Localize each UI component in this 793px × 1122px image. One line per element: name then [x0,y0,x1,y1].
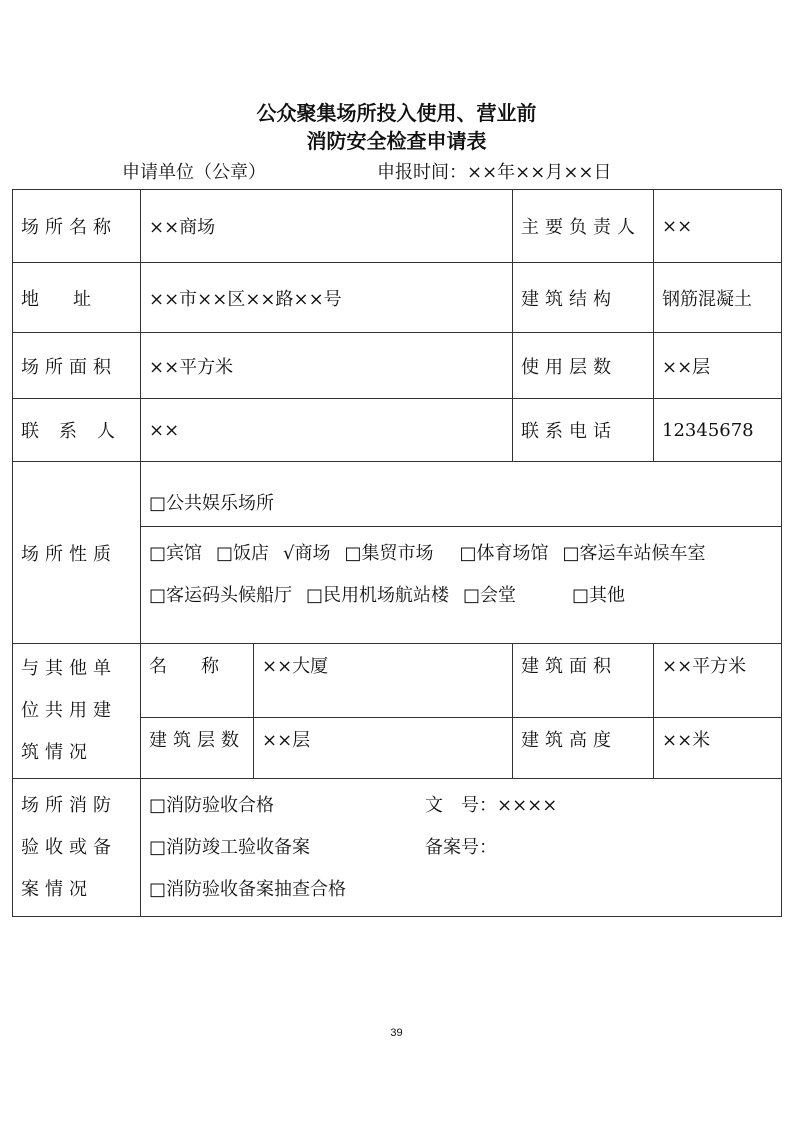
structure-value: 钢筋混凝土 [654,263,782,333]
option-other: □其他 [572,585,626,606]
shared-building-row1 [13,644,782,718]
filing-number: 备案号： [425,836,497,858]
option-airport-terminal: □民用机场航站楼 [306,585,450,606]
venue-name-label: 场所名称 [13,190,141,263]
floors-label: 使用层数 [513,333,654,399]
shared-height-value: ××米 [654,717,782,778]
shared-height-label: 建筑高度 [513,717,654,778]
nature-option-line2 [149,533,773,575]
option-spot-check-passed: □消防验收备案抽查合格 [149,878,347,900]
option-restaurant: □饭店 [216,543,270,564]
venue-nature-options [141,462,782,644]
option-mall-checked: √商场 [283,543,331,564]
shared-name-label: 名称 [141,644,254,718]
venue-name-row [13,190,782,263]
venue-nature-row [13,462,782,644]
acceptance-options [141,779,782,917]
area-value: ××平方米 [141,333,513,399]
nature-option-line3 [149,575,773,617]
option-hall: □会堂 [463,585,517,606]
option-bus-station: □客运车站候车室 [562,543,706,564]
acceptance-line1 [149,785,773,827]
option-stadium: □体育场馆 [459,543,549,564]
venue-nature-label: 场所性质 [13,462,141,644]
acceptance-line3 [149,869,773,911]
option-ferry-terminal: □客运码头候船厅 [149,585,293,606]
nature-option-line1: □公共娱乐场所 [141,482,781,527]
address-value: ××市××区××路××号 [141,263,513,333]
area-label: 场所面积 [13,333,141,399]
option-hotel: □宾馆 [149,543,203,564]
nature-option-group [141,527,781,623]
shared-building-label: 与其他单位共用建筑情况 [13,644,141,779]
floors-value: ××层 [654,333,782,399]
principal-label: 主要负责人 [513,190,654,263]
phone-label: 联系电话 [513,399,654,462]
area-row [13,333,782,399]
form-title-line2: 消防安全检查申请表 [306,129,487,153]
address-row [13,263,782,333]
principal-value: ×× [654,190,782,263]
applicant-label: 申请单位（公章） [122,162,266,183]
phone-value: 12345678 [654,399,782,462]
acceptance-label: 场所消防验收或备案情况 [13,779,141,917]
shared-floors-label: 建筑层数 [141,717,254,778]
address-label: 地址 [13,263,141,333]
option-completion-filing: □消防竣工验收备案 [149,836,311,858]
form-title-line1: 公众聚集场所投入使用、营业前 [256,101,537,125]
option-market: □集贸市场 [344,543,434,564]
application-form-table [12,189,782,917]
venue-name-value: ××商场 [141,190,513,263]
report-time: 申报时间：××年××月××日 [377,162,612,183]
shared-area-label: 建筑面积 [513,644,654,718]
contact-label: 联系人 [13,399,141,462]
option-acceptance-passed: □消防验收合格 [149,794,275,816]
contact-row [13,399,782,462]
page-number: 39 [390,1027,403,1039]
document-number: 文 号：×××× [425,794,558,816]
shared-name-value: ××大厦 [254,644,513,718]
shared-floors-value: ××层 [254,717,513,778]
contact-value: ×× [141,399,513,462]
shared-area-value: ××平方米 [654,644,782,718]
acceptance-line2 [149,827,773,869]
structure-label: 建筑结构 [513,263,654,333]
acceptance-row [13,779,782,917]
